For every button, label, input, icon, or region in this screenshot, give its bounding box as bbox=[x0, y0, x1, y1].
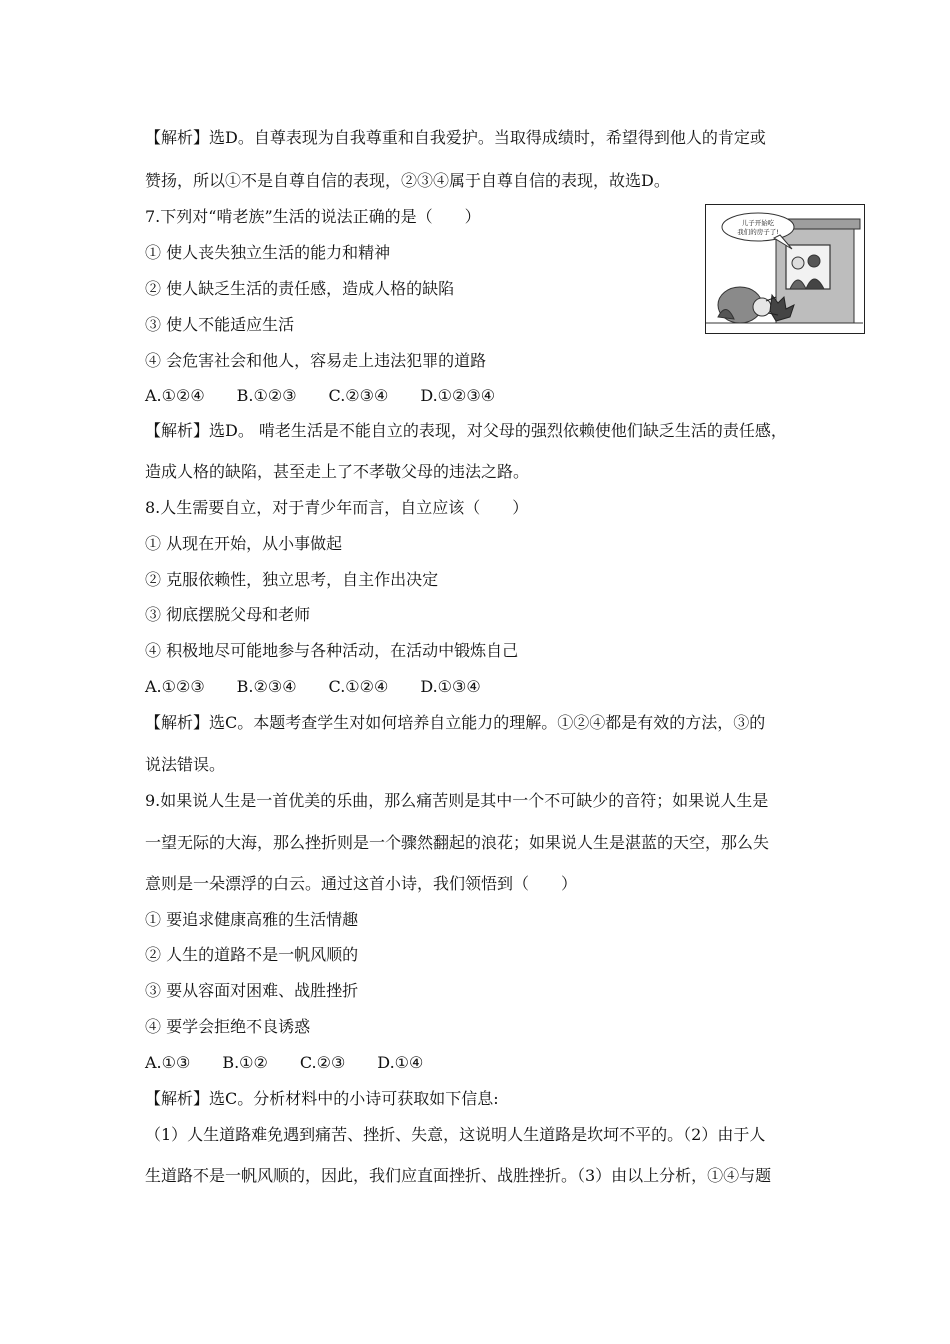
q9-choices: A.①③ B.①② C.②③ D.①④ bbox=[145, 1053, 424, 1072]
q9-option-4: ④ 要学会拒绝不良诱惑 bbox=[145, 1017, 311, 1036]
cartoon-drawing bbox=[706, 205, 863, 332]
q8-choices: A.①②③ B.②③④ C.①②④ D.①③④ bbox=[145, 677, 481, 696]
q9-analysis-line-3: 生道路不是一帆风顺的，因此，我们应直面挫折、战胜挫折。（3）由以上分析，①④与题 bbox=[145, 1166, 772, 1185]
q6-analysis-line-1: 【解析】选D。自尊表现为自我尊重和自我爱护。当取得成绩时，希望得到他人的肯定或 bbox=[145, 128, 766, 147]
q7-option-1: ① 使人丧失独立生活的能力和精神 bbox=[145, 243, 391, 262]
q8-option-2: ② 克服依赖性，独立思考，自主作出决定 bbox=[145, 570, 439, 589]
q9-stem-line-2: 一望无际的大海，那么挫折则是一个骤然翻起的浪花；如果说人生是湛蓝的天空，那么失 bbox=[145, 833, 770, 852]
q8-option-3: ③ 彻底摆脱父母和老师 bbox=[145, 605, 311, 624]
q9-stem-line-3: 意则是一朵漂浮的白云。通过这首小诗，我们领悟到（ ） bbox=[145, 874, 578, 893]
q7-stem: 7.下列对“啃老族”生活的说法正确的是（ ） bbox=[145, 207, 481, 226]
q6-analysis-line-2: 赞扬，所以①不是自尊自信的表现，②③④属于自尊自信的表现，故选D。 bbox=[145, 171, 670, 190]
q7-option-4: ④ 会危害社会和他人，容易走上违法犯罪的道路 bbox=[145, 351, 487, 370]
q7-option-2: ② 使人缺乏生活的责任感，造成人格的缺陷 bbox=[145, 279, 455, 298]
q8-option-1: ① 从现在开始，从小事做起 bbox=[145, 534, 343, 553]
q9-analysis-line-1: 【解析】选C。分析材料中的小诗可获取如下信息: bbox=[145, 1089, 499, 1108]
q8-analysis-line-2: 说法错误。 bbox=[145, 755, 226, 774]
cartoon-illustration bbox=[705, 204, 865, 334]
cartoon-bubble-line-2: 我们的房子了! bbox=[737, 228, 779, 236]
q9-option-1: ① 要追求健康高雅的生活情趣 bbox=[145, 910, 359, 929]
q9-option-3: ③ 要从容面对困难、战胜挫折 bbox=[145, 981, 359, 1000]
q8-option-4: ④ 积极地尽可能地参与各种活动，在活动中锻炼自己 bbox=[145, 641, 519, 660]
q7-choices: A.①②④ B.①②③ C.②③④ D.①②③④ bbox=[145, 386, 496, 405]
q8-stem: 8.人生需要自立，对于青少年而言，自立应该（ ） bbox=[145, 498, 529, 517]
cartoon-bubble-line-1: 儿子开始吃 bbox=[741, 219, 775, 227]
q7-analysis-line-2: 造成人格的缺陷，甚至走上了不孝敬父母的违法之路。 bbox=[145, 462, 530, 481]
q7-option-3: ③ 使人不能适应生活 bbox=[145, 315, 295, 334]
q8-analysis-line-1: 【解析】选C。本题考查学生对如何培养自立能力的理解。①②④都是有效的方法，③的 bbox=[145, 713, 766, 732]
q9-stem-line-1: 9.如果说人生是一首优美的乐曲，那么痛苦则是其中一个不可缺少的音符；如果说人生是 bbox=[145, 791, 769, 810]
q7-analysis-line-1: 【解析】选D。 啃老生活是不能自立的表现，对父母的强烈依赖使他们缺乏生活的责任感， bbox=[145, 421, 787, 440]
q9-analysis-line-2: （1）人生道路难免遇到痛苦、挫折、失意，这说明人生道路是坎坷不平的。（2）由于人 bbox=[145, 1125, 766, 1144]
q9-option-2: ② 人生的道路不是一帆风顺的 bbox=[145, 945, 359, 964]
